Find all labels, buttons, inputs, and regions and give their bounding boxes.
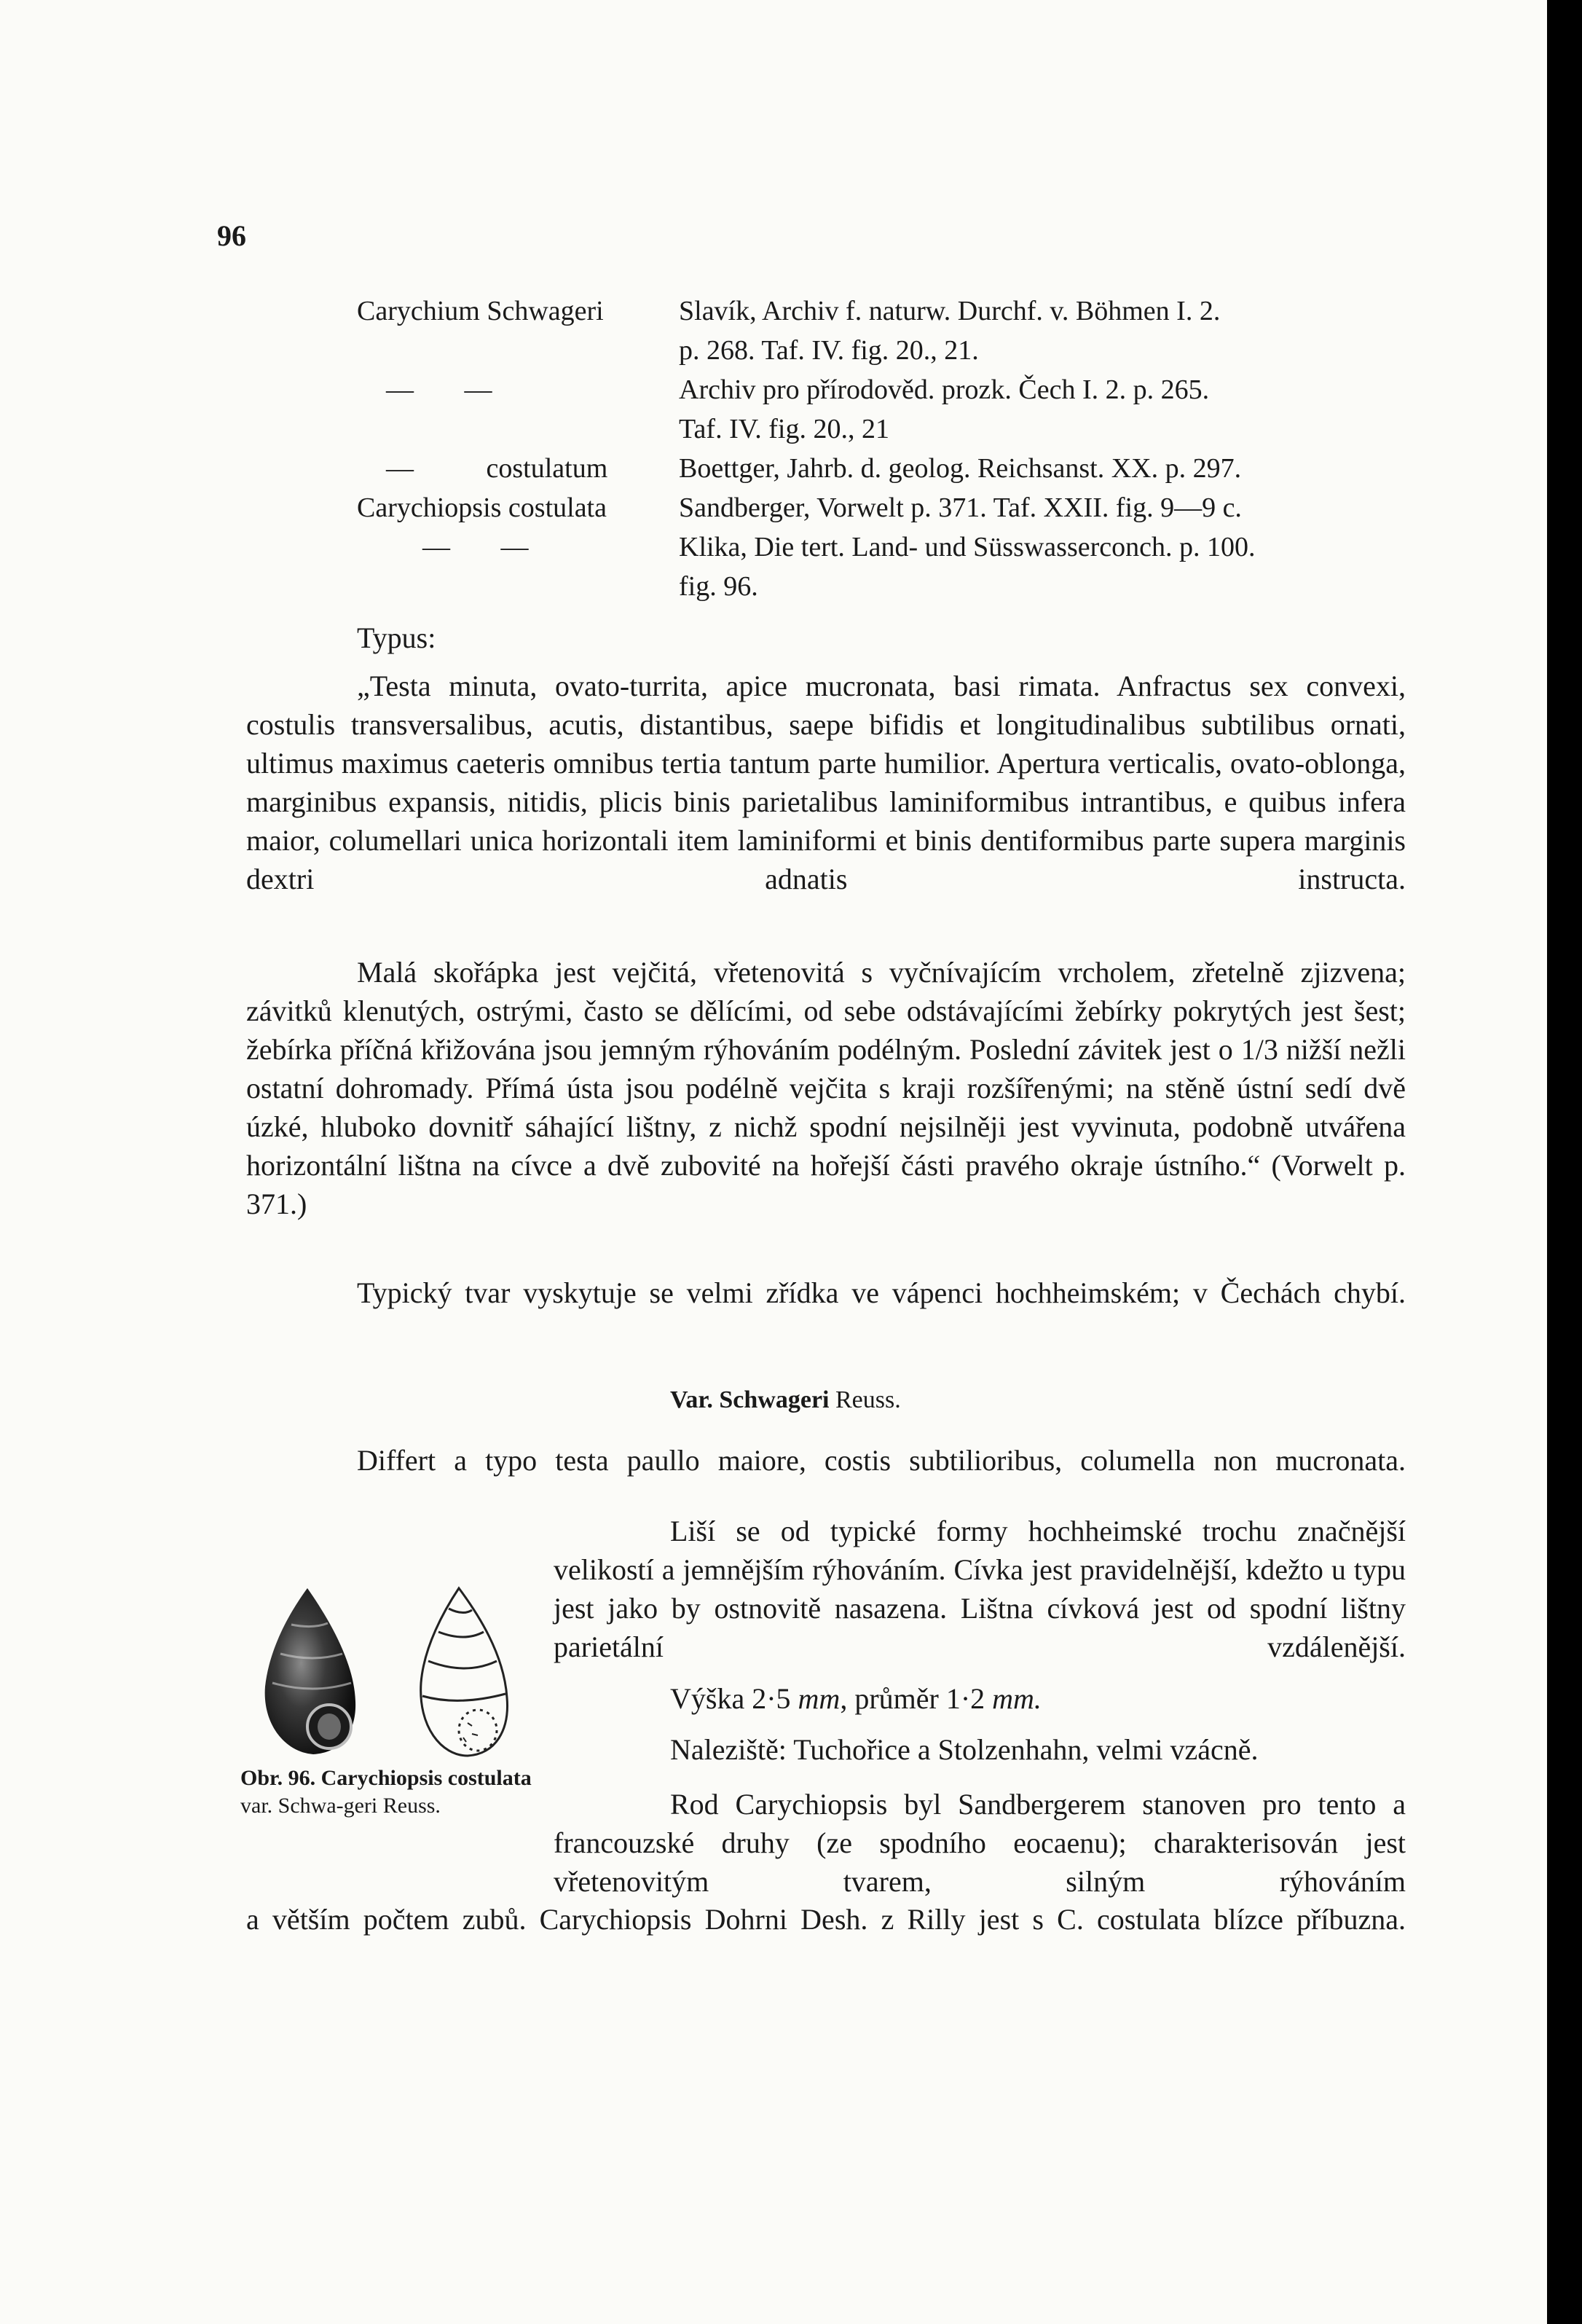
synonymy-taxon: — — bbox=[422, 532, 529, 562]
shell-drawing bbox=[421, 1588, 508, 1756]
figure-caption bbox=[240, 1764, 546, 1820]
shell-photo bbox=[265, 1588, 355, 1754]
synonymy-taxon: Carychiopsis costulata bbox=[357, 492, 607, 523]
caption-variety: var. Schwa-geri Reuss. bbox=[240, 1794, 441, 1818]
genus-note-cont: a větším počtem zubů. Carychiopsis Dohrni Desh. z Rilly jest s C. costulata blízce příbuzna. bbox=[246, 1903, 1406, 1936]
synonymy-entry bbox=[357, 492, 1406, 531]
synonymy-reference-cont: Taf. IV. fig. 20., 21 bbox=[679, 414, 889, 444]
size-unit: mm bbox=[798, 1682, 841, 1715]
variety-name: Var. Schwageri bbox=[670, 1386, 830, 1413]
synonymy-reference: Sandberger, Vorwelt p. 371. Taf. XXII. fig. 9—9 c. bbox=[679, 492, 1242, 523]
synonymy-entry bbox=[357, 531, 1406, 570]
size-unit: mm. bbox=[992, 1682, 1042, 1715]
caption-title: Obr. 96. Carychiopsis costulata bbox=[240, 1766, 532, 1790]
synonymy-reference-cont: fig. 96. bbox=[679, 571, 758, 602]
synonymy-entry bbox=[357, 374, 1406, 413]
synonymy-reference: Boettger, Jahrb. d. geolog. Reichsanst. XX. p. 297. bbox=[679, 453, 1242, 484]
variety-latin-diagnosis: Differt a typo testa paullo maiore, costis subtilioribus, columella non mucronata. bbox=[357, 1444, 1406, 1477]
variety-czech-description: Liší se od typické formy hochheimské trochu značnější velikostí a jemnějším rýhováním. Cívka jest pravidelnější, kdežto u typu jest jako by ostnovitě nasazena. Lištna cívková jest od spodní lištny parietální vzdálenější. bbox=[554, 1515, 1406, 1663]
typus-label: Typus: bbox=[357, 621, 436, 654]
synonymy-taxon: — — bbox=[386, 374, 492, 405]
synonymy-taxon: — costulatum bbox=[386, 453, 608, 484]
genus-note: Rod Carychiopsis byl Sandbergerem stanoven pro tento a francouzské druhy (ze spodního eocaenu); charakterisován jest vřetenovitým tvarem, silným rýhováním bbox=[554, 1788, 1406, 1898]
size-diameter-text: , průměr 1·2 bbox=[840, 1682, 993, 1715]
czech-description: Malá skořápka jest vejčitá, vřetenovitá s vyčnívajícím vrcholem, zřetelně zjizvena; závitků klenutých, ostrými, často se dělícími, od sebe odstávajícími žebírky pokrytých jest šest; žebírka příčná křižována jsou jemným rýhováním podélným. Poslední závitek jest o 1/3 nižší nežli ostatní dohromady. Přímá ústa jsou podélně vejčita s kraji rozšířenými; na stěně ústní sedí dvě úzké, hluboko dovnitř sáhající lištny, z nichž spodní nejsilněji jest vyvinuta, podobně utvářena horizontální lištna na cívce a dvě zubovité na hořejší části pravého okraje ústního.“ (Vorwelt p. 371.) bbox=[246, 956, 1406, 1220]
shell-illustration bbox=[240, 1581, 546, 1763]
variety-heading bbox=[670, 1386, 901, 1414]
synonymy-entry bbox=[357, 295, 1406, 334]
synonymy-reference: Archiv pro přírodověd. prozk. Čech I. 2. p. 265. bbox=[679, 374, 1210, 405]
synonymy-taxon: Carychium Schwageri bbox=[357, 296, 604, 326]
synonymy-reference: Slavík, Archiv f. naturw. Durchf. v. Böhmen I. 2. bbox=[679, 296, 1221, 326]
variety-size bbox=[554, 1679, 1406, 1718]
variety-locality: Naleziště: Tuchořice a Stolzenhahn, velmi vzácně. bbox=[670, 1733, 1259, 1766]
size-height-text: Výška 2·5 bbox=[670, 1682, 798, 1715]
figure-96 bbox=[240, 1581, 546, 1872]
latin-diagnosis: „Testa minuta, ovato-turrita, apice mucronata, basi rimata. Anfractus sex convexi, costulis transversalibus, acutis, distantibus, saepe bifidis et longitudinalibus subtilibus ornati, ultimus maximus caeteris omnibus tertia tantum parte humilior. Apertura verticalis, ovato-oblonga, marginibus expansis, nitidis, plicis binis parietalibus laminiformibus intrantibus, e quibus infera maior, columellari unica horizontali item laminiformi et binis dentiformibus parte supera marginis dextri adnatis instructa. bbox=[246, 670, 1406, 895]
synonymy-entry bbox=[357, 452, 1406, 492]
occurrence-note: Typický tvar vyskytuje se velmi zřídka ve vápenci hochheimském; v Čechách chybí. bbox=[357, 1276, 1406, 1309]
scan-edge bbox=[1547, 0, 1565, 2324]
synonymy-reference: Klika, Die tert. Land- und Süsswasserconch. p. 100. bbox=[679, 532, 1256, 562]
variety-author: Reuss. bbox=[835, 1386, 901, 1413]
synonymy-list bbox=[357, 295, 1406, 610]
synonymy-reference-cont: p. 268. Taf. IV. fig. 20., 21. bbox=[679, 335, 979, 366]
page-number: 96 bbox=[217, 219, 246, 252]
